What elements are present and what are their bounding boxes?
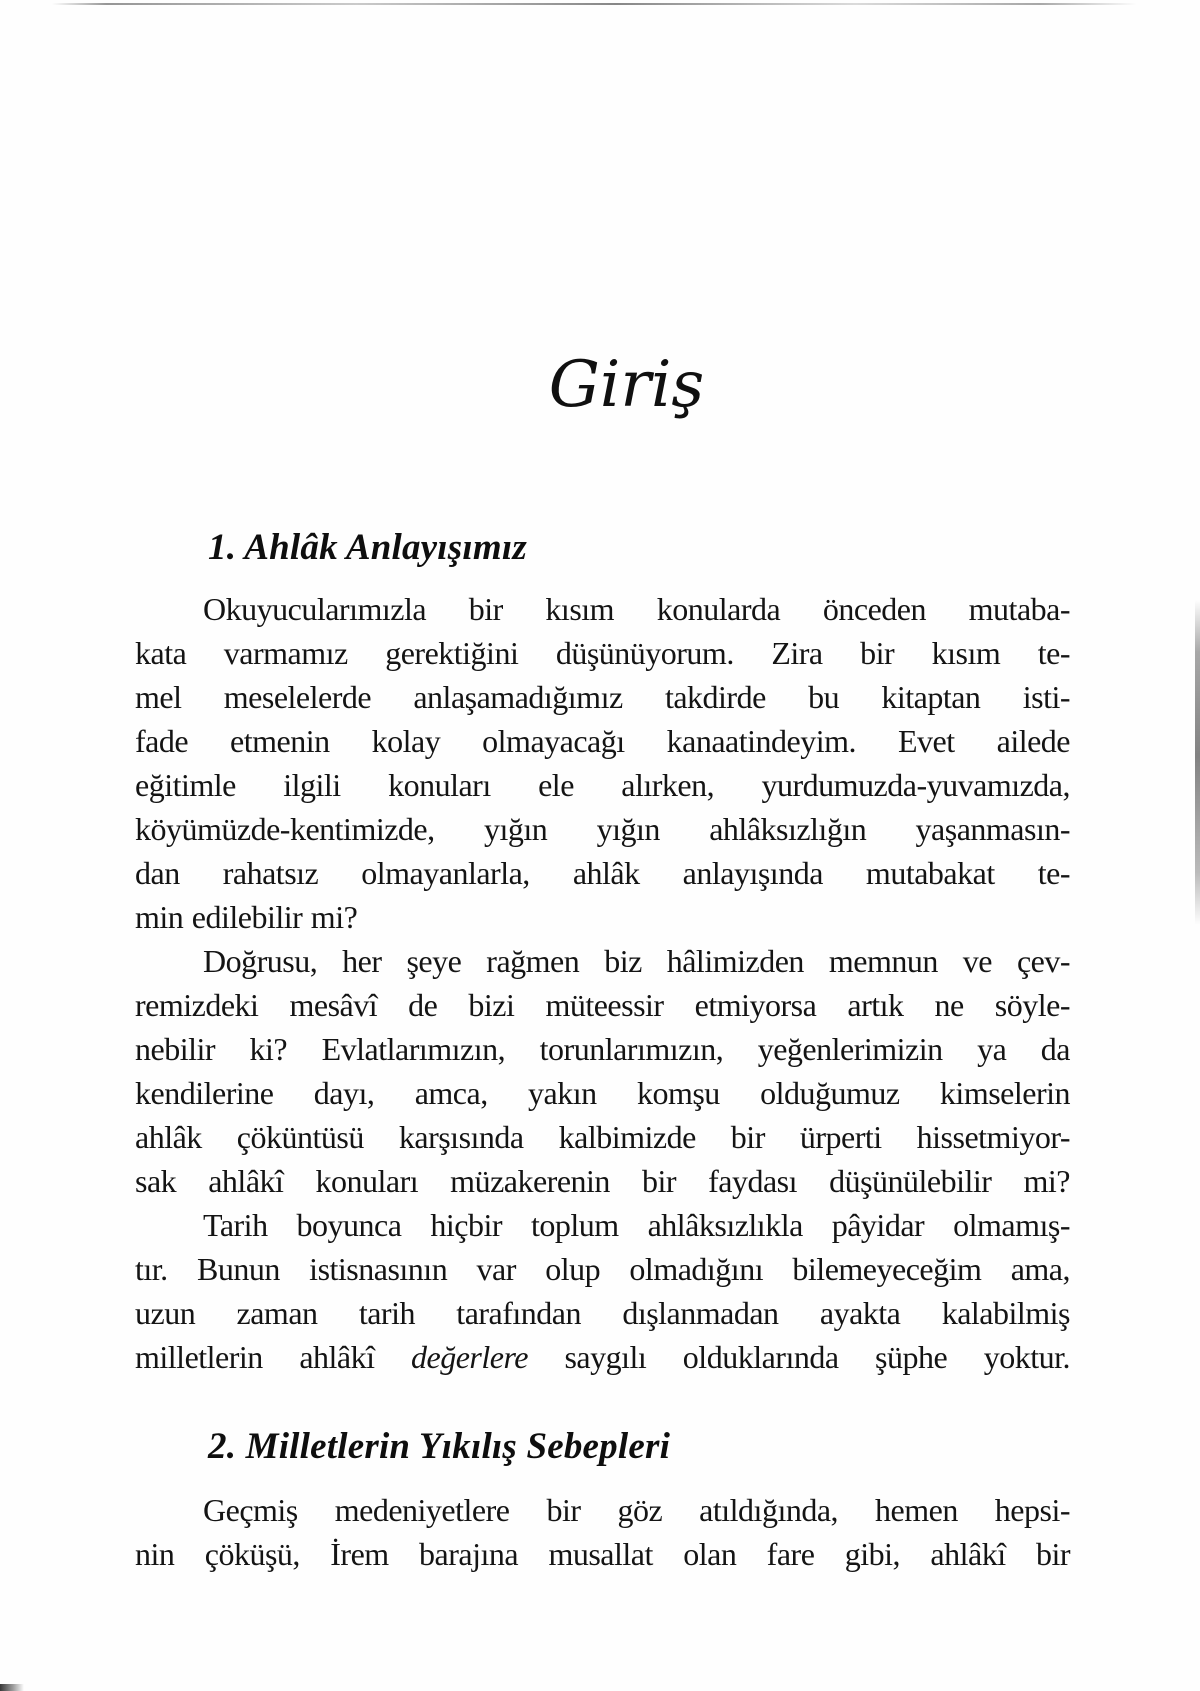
text-line: nin çöküşü, İrem barajına musallat olan fare gibi, ahlâkî bir <box>135 1536 1070 1572</box>
text-line: Okuyucularımızla bir kısım konularda önceden mutaba- <box>203 591 1070 627</box>
text-line-with-emphasis <box>135 1335 1070 1379</box>
section-heading-2: 2. Milletlerin Yıkılış Sebepleri <box>208 1426 671 1467</box>
text-line: nebilir ki? Evlatlarımızın, torunlarımızın, yeğenlerimizin ya da <box>135 1031 1070 1067</box>
paragraph-1 <box>135 587 1070 939</box>
text-line: fade etmenin kolay olmayacağı kanaatindeyim. Evet ailede <box>135 723 1070 759</box>
text-segment: milletlerin ahlâkî <box>135 1339 412 1375</box>
text-line: mel meselelerde anlaşamadığımız takdirde bu kitaptan isti- <box>135 679 1070 715</box>
text-line: köyümüzde-kentimizde, yığın yığın ahlâksızlığın yaşanmasın- <box>135 811 1070 847</box>
paragraph-3 <box>135 1203 1070 1379</box>
text-line: tır. Bunun istisnasının var olup olmadığını bilemeyeceğim ama, <box>135 1251 1070 1287</box>
text-line: uzun zaman tarih tarafından dışlanmadan ayakta kalabilmiş <box>135 1295 1070 1331</box>
scan-artifact-right-edge <box>1195 600 1200 925</box>
text-line: kata varmamız gerektiğini düşünüyorum. Zira bir kısım te- <box>135 635 1070 671</box>
section-heading-1: 1. Ahlâk Anlayışımız <box>208 527 527 568</box>
scan-artifact-top-line <box>52 3 1137 5</box>
chapter-title: Giriş <box>548 348 705 422</box>
paragraph-2 <box>135 939 1070 1203</box>
text-line: dan rahatsız olmayanlarla, ahlâk anlayışında mutabakat te- <box>135 855 1070 891</box>
text-line: ahlâk çöküntüsü karşısında kalbimizde bir ürperti hissetmiyor- <box>135 1119 1070 1155</box>
text-line: remizdeki mesâvî de bizi müteessir etmiyorsa artık ne söyle- <box>135 987 1070 1023</box>
paragraph-4 <box>135 1488 1070 1576</box>
emphasized-word: değerlere <box>411 1339 528 1375</box>
text-line: sak ahlâkî konuları müzakerenin bir faydası düşünülebilir mi? <box>135 1163 1070 1199</box>
text-line: eğitimle ilgili konuları ele alırken, yurdumuzda-yuvamızda, <box>135 767 1070 803</box>
text-segment: saygılı olduklarında şüphe yoktur. <box>527 1339 1070 1375</box>
text-line: Doğrusu, her şeye rağmen biz hâlimizden memnun ve çev- <box>203 943 1070 979</box>
text-line: Geçmiş medeniyetlere bir göz atıldığında, hemen hepsi- <box>203 1492 1070 1528</box>
scan-artifact-bottom-left-mark <box>0 1684 24 1691</box>
text-line: kendilerine dayı, amca, yakın komşu olduğumuz kimselerin <box>135 1075 1070 1111</box>
text-line: Tarih boyunca hiçbir toplum ahlâksızlıkla pâyidar olmamış- <box>203 1207 1070 1243</box>
text-line: min edilebilir mi? <box>135 899 358 935</box>
